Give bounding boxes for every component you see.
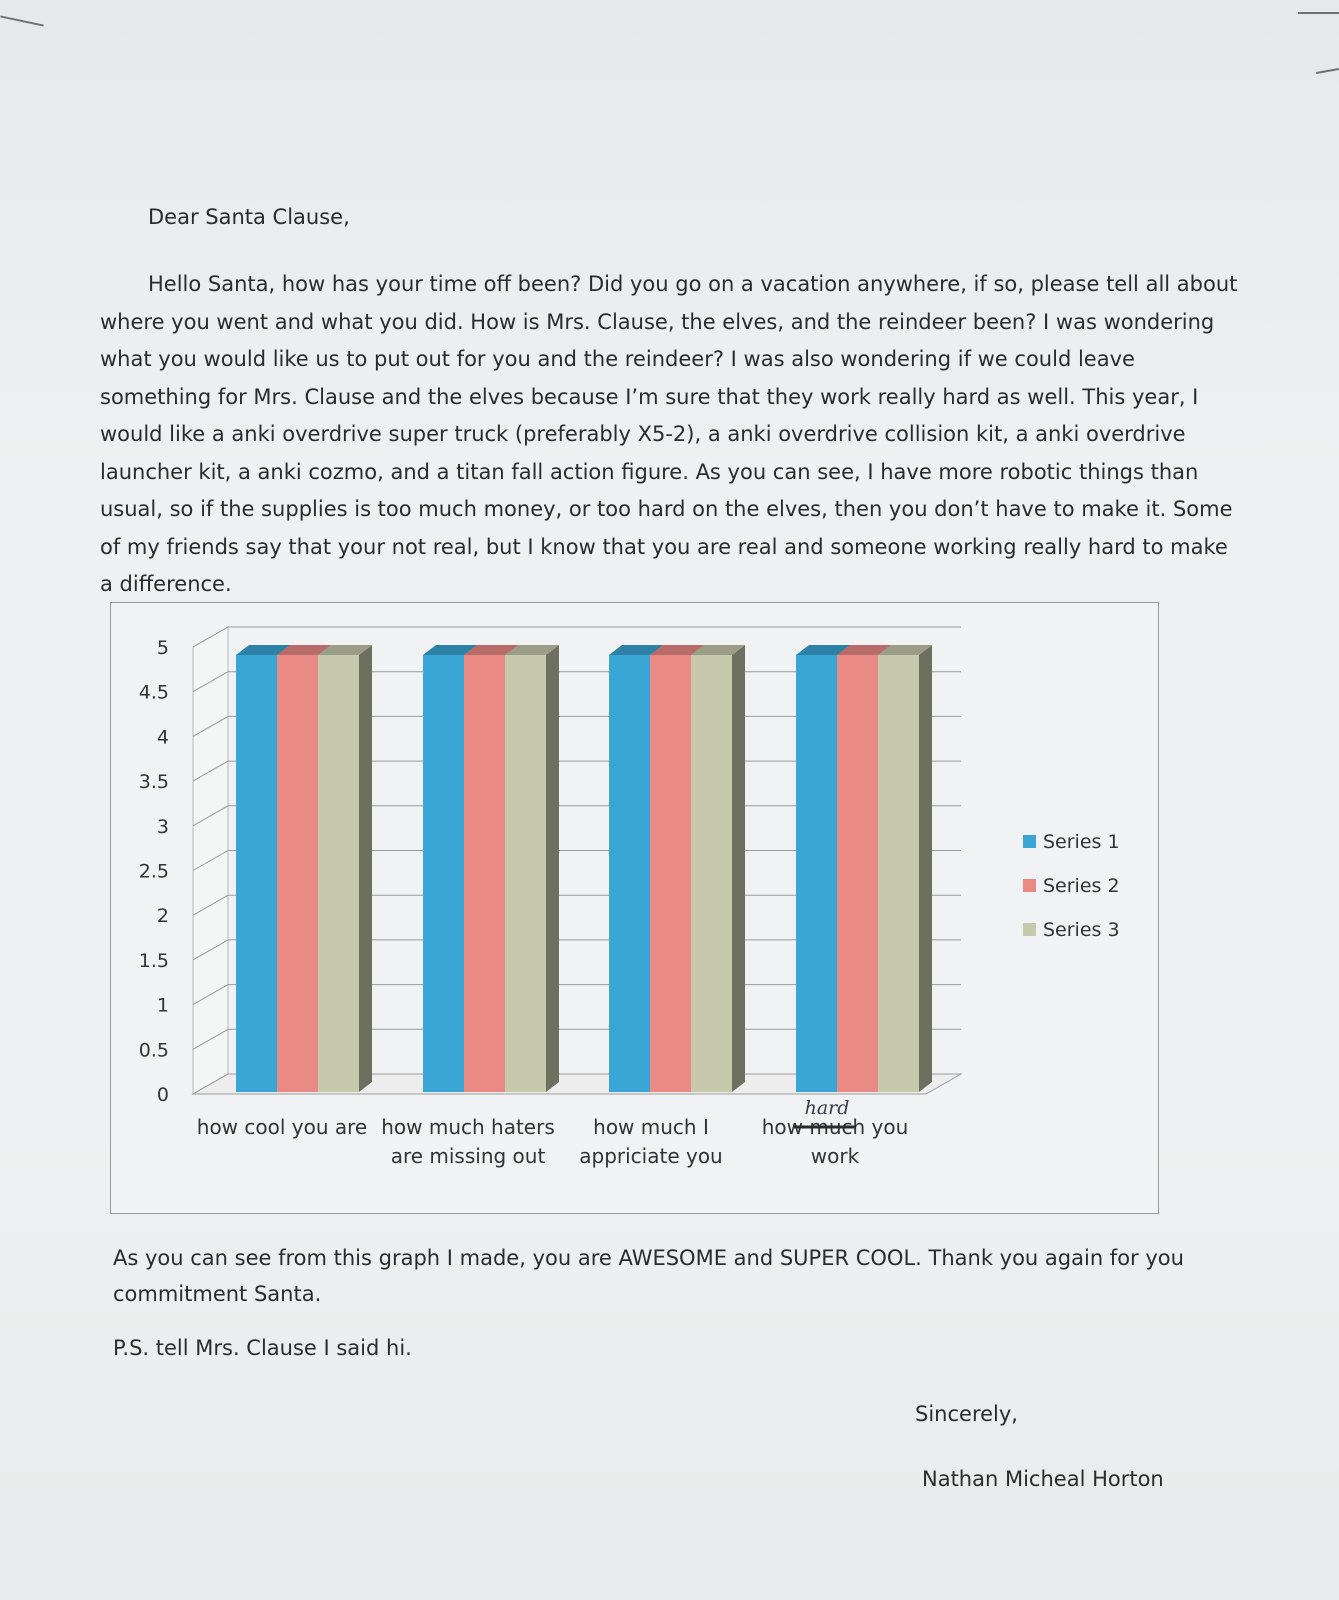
bar-side-face — [359, 645, 372, 1092]
bar-front-face — [796, 655, 837, 1092]
y-tick-label: 0 — [156, 1084, 169, 1106]
letter-body: Hello Santa, how has your time off been? Did you go on a vacation anywhere, if so, please tell all about where you went and what you did. How is Mrs. Clause, the elves, and the reindeer been? I was wondering what you would like us to put out for you and the reindeer? I was also wondering if we could leave something for Mrs. Clause and the elves because I’m sure that they work really hard as well. This year, I would like a anki overdrive super truck (preferably X5-2), a anki overdrive collision kit, a anki overdrive launcher kit, a anki cozmo, and a titan fall action figure. As you can see, I have more robotic things than usual, so if the supplies is too much money, or too hard on the elves, then you don’t have to make it. Some of my friends say that your not real, but I know that you are real and someone working really hard to make a difference. — [100, 272, 1238, 596]
bar-front-face — [878, 655, 919, 1092]
letter-postscript: P.S. tell Mrs. Clause I said hi. — [113, 1336, 412, 1360]
bar-3-3 — [691, 645, 745, 1092]
y-axis-tick-labels — [139, 637, 169, 1106]
x-category-label: how much haters — [381, 1115, 555, 1139]
x-axis-category-labels — [197, 1097, 909, 1168]
bar-side-face — [919, 645, 932, 1092]
x-category-label: how much I — [593, 1115, 709, 1139]
bar-front-face — [609, 655, 650, 1092]
legend-label: Series 3 — [1043, 919, 1120, 941]
legend-label: Series 1 — [1043, 831, 1120, 853]
y-tick-label: 1 — [156, 994, 169, 1017]
staple-mark — [1316, 68, 1339, 74]
bar-front-face — [236, 655, 277, 1092]
legend-swatch — [1023, 923, 1036, 936]
x-category-label: are missing out — [390, 1144, 546, 1168]
x-category-label: appriciate you — [579, 1144, 723, 1168]
bar-3-1 — [318, 645, 372, 1092]
bar-front-face — [464, 655, 505, 1092]
y-tick-label: 4 — [156, 726, 169, 749]
y-tick-label: 4.5 — [138, 681, 169, 704]
bar-front-face — [691, 655, 732, 1092]
bar-front-face — [318, 655, 359, 1092]
bar-3-2 — [505, 645, 559, 1092]
x-category-label: how cool you are — [196, 1115, 368, 1139]
legend-swatch — [1023, 879, 1036, 892]
y-tick-label: 2 — [156, 905, 169, 928]
chart-bars — [236, 645, 932, 1092]
y-tick-label: 3 — [156, 815, 169, 838]
y-tick-label: 2.5 — [138, 860, 169, 883]
handwritten-correction: hard — [804, 1097, 850, 1119]
chart-canvas — [111, 603, 1158, 1213]
bar-side-face — [546, 645, 559, 1092]
bar-chart — [110, 602, 1159, 1214]
bar-front-face — [505, 655, 546, 1092]
bar-front-face — [837, 655, 878, 1092]
letter-sign-off: Sincerely, — [915, 1402, 1018, 1426]
legend-swatch — [1023, 835, 1036, 848]
bar-front-face — [423, 655, 464, 1092]
y-tick-label: 0.5 — [138, 1039, 169, 1062]
y-tick-label: 5 — [156, 637, 169, 659]
bar-3-4 — [878, 645, 932, 1092]
letter-signature: Nathan Micheal Horton — [922, 1467, 1164, 1491]
legend-label: Series 2 — [1043, 875, 1120, 897]
chart-legend — [1023, 831, 1120, 941]
y-tick-label: 3.5 — [138, 771, 169, 794]
letter-closing: As you can see from this graph I made, you are AWESOME and SUPER COOL. Thank you again for you commitment Santa. — [113, 1246, 1184, 1306]
bar-side-face — [732, 645, 745, 1092]
x-category-label: how much you — [761, 1115, 909, 1139]
letter-greeting: Dear Santa Clause, — [148, 205, 350, 229]
staple-mark — [1298, 12, 1339, 14]
bar-front-face — [277, 655, 318, 1092]
x-category-label: work — [810, 1144, 860, 1168]
staple-mark — [0, 15, 43, 26]
bar-front-face — [650, 655, 691, 1092]
y-tick-label: 1.5 — [138, 949, 169, 972]
